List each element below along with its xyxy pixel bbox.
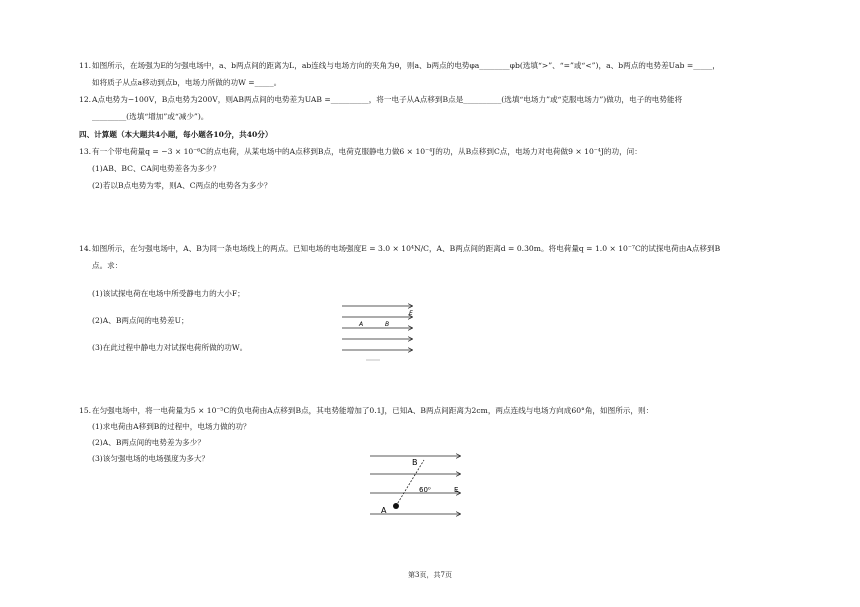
q12-line2: _________(选填“增加”或“减少”)。 [92,112,209,121]
q14-field-figure [338,298,428,364]
field-e-label: E [454,486,459,494]
point-a-dot [393,503,399,509]
q14-sub2: (2)A、B两点间的电势差U； [92,316,189,325]
q13-sub1: (1)AB、BC、CA间电势差各为多少？ [92,164,221,173]
q11-line2: 如将质子从点a移动到点b，电场力所做的功W =_____。 [92,78,282,87]
q14-sub3: (3)在此过程中静电力对试探电荷所做的功W。 [92,343,248,352]
q14-line2: 点。求： [92,261,123,270]
q12-line1: A点电势为−100V，B点电势为200V，则AB两点间的电势差为UAB =__________，将一电子从A点移到B点是__________(选填“电场力”或“克服电场力”)做功，电子的电势能将 [92,95,683,104]
q15-number: 15. [79,406,92,415]
ab-connection-line [396,460,424,506]
q14-number: 14. [79,244,92,253]
q13-sub2: (2)若以B点电势为零，则A、C两点的电势各为多少？ [92,181,272,190]
point-b-label: B [385,321,390,328]
q15-field-figure [366,448,466,520]
page-footer: 第3页，共7页 [408,571,452,579]
point-b-label: B [412,458,418,467]
q11-number: 11. [79,61,92,70]
point-a-label: A [381,506,387,515]
field-e-label: E [409,310,413,317]
q14-sub1: (1)该试探电荷在电场中所受静电力的大小F； [92,289,245,298]
q15-line1: 在匀强电场中，将一电荷量为5 × 10⁻⁵C的负电荷由A点移到B点，其电势能增加了0.1J，已知A、B两点间距离为2cm，两点连线与电场方向成60°角，如图所示，则： [92,406,654,415]
q13-number: 13. [79,147,92,156]
q15-sub2: (2)A、B两点间的电势差为多少？ [92,438,205,447]
q13-line1: 有一个带电荷量q = −3 × 10⁻⁶C的点电荷，从某电场中的A点移到B点，电荷克服静电力做6 × 10⁻⁴J的功，从B点移到C点，电场力对电荷做9 × 10⁻⁴J的功，问： [92,147,642,156]
q12-number: 12. [79,95,92,104]
section-heading: 四、计算题（本大题共4小题，每小题各10分，共40分） [79,130,273,139]
q11-line1: 如图所示，在场强为E的匀强电场中，a、b两点间的距离为L，ab连线与电场方向的夹角为θ，则a、b两点的电势φa________φb(选填“>”、“=”或“<”)，a、b两点的电势差Uab =_____， [92,61,720,70]
angle-label: 60⁰ [419,486,431,494]
point-a-label: A [359,321,364,328]
q15-sub1: (1)求电荷由A移到B的过程中，电场力做的功？ [92,422,251,431]
q15-sub3: (3)该匀强电场的电场强度为多大？ [92,454,210,463]
q14-line1: 如图所示，在匀强电场中，A、B为同一条电场线上的两点。已知电场的电场强度E = 3.0 × 10⁴N/C，A、B两点间的距离d = 0.30m。将电荷量q = 1.0 × 10⁻⁷C的试探电荷由A点移到B [92,244,721,253]
